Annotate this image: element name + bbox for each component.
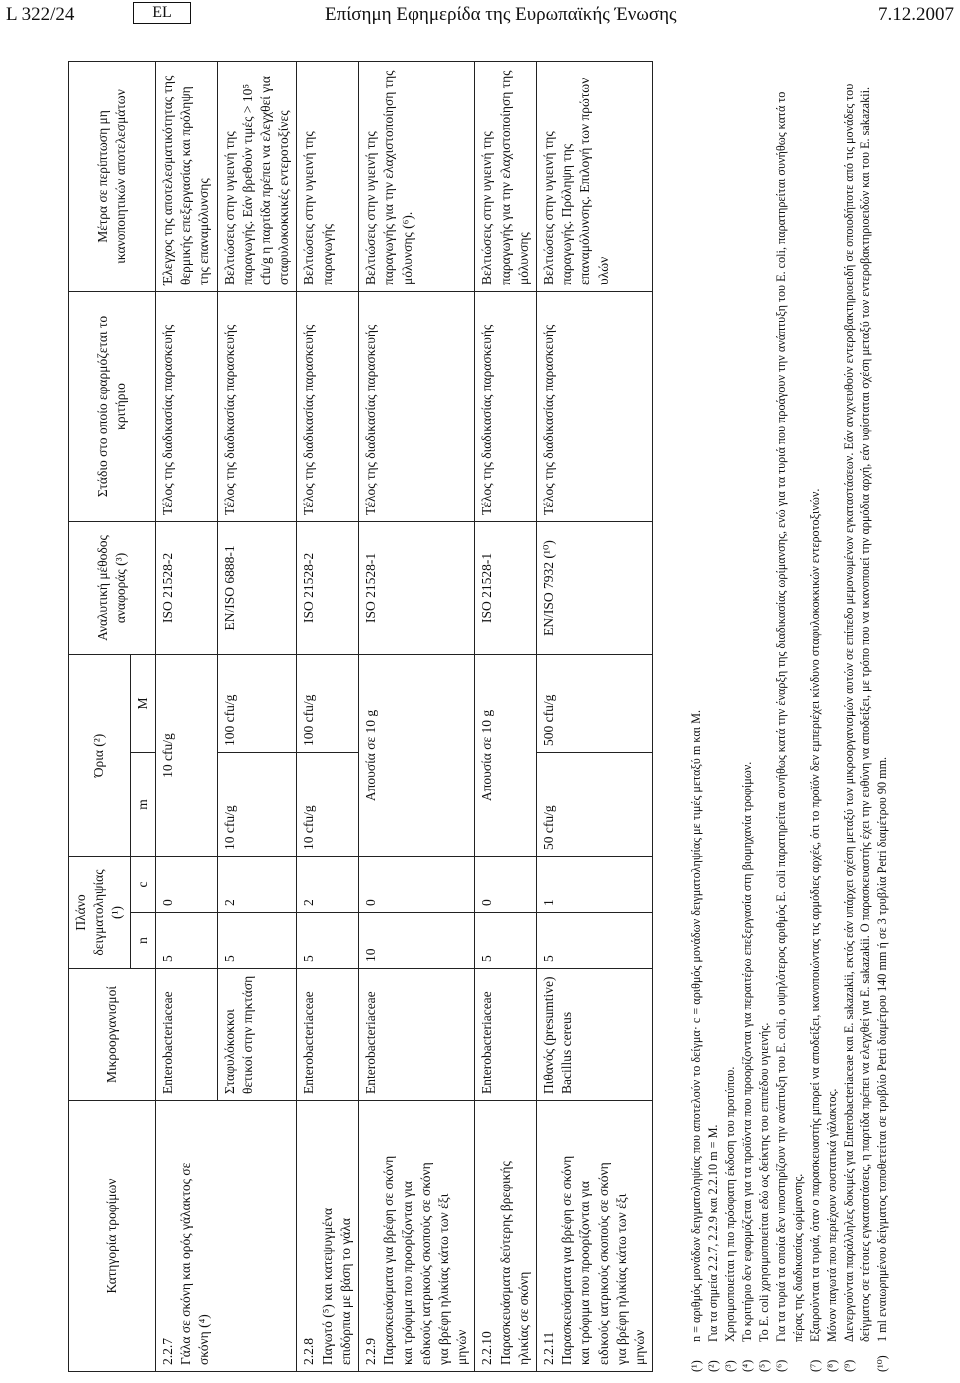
limit-cell: Απουσία σε 10 g	[475, 654, 537, 856]
footnote	[688, 62, 704, 1372]
M-cell: 100 cfu/g	[217, 654, 297, 752]
footnote-number: (²)	[706, 1360, 721, 1372]
page-number: L 322/24	[6, 4, 75, 25]
stage-cell: Τέλος της διαδικασίας παρασκευής	[297, 291, 359, 521]
method-cell: EN/ISO 7932 (¹⁰)	[537, 521, 653, 654]
m-cell: 50 cfu/g	[537, 753, 653, 857]
micro-cell: Πιθανός (presumtive) Bacillus cereus	[537, 969, 653, 1101]
n-cell: 5	[475, 913, 537, 969]
footnote-text: n = αριθμός μονάδων δειγματοληψίας που αποτελούν το δείγμα· c = αριθμός μονάδων δειγματοληψίας με τιμές μεταξύ m και M.	[689, 709, 703, 1342]
publication-date: 7.12.2007	[878, 4, 954, 25]
footnotes	[688, 62, 891, 1372]
M-cell: 100 cfu/g	[297, 654, 359, 752]
stage-cell: Τέλος της διαδικασίας παρασκευής	[359, 291, 475, 521]
action-cell: Έλεγχος της αποτελεσματικότητας της θερμικής επεξεργασίας και πρόληψη της επαναμόλυνσης	[155, 61, 217, 291]
footnote-text: Διενεργούνται παράλληλες δοκιμές για Enterobacteriaceae και E. sakazakii, εκτός εάν υπάρχει σχέση μεταξύ των μικροοργανισμών αυτών σε επίπεδο μεμονωμένων εγκαταστάσεων. Εάν ανιχνευθούν εντεροβακτηριοειδή σε οποιοδήποτε από τις μονάδες του δείγματος σε τέτοιες εγκαταστάσεις, η παρτίδα πρέπει να ελεγχθεί για E. sakazakii. Ο παρασκευαστής έχει την ευθύνη να αποδείξει, με τρόπο που να ικανοποιεί την αρμόδια αρχή, εάν υφίσταται σχέση μεταξύ των εντεροβακτηριοειδών και του E. sakazakii.	[841, 83, 872, 1342]
footnote-number: (³)	[723, 1360, 738, 1372]
table-row	[359, 61, 475, 1371]
stage-cell: Τέλος της διαδικασίας παρασκευής	[537, 291, 653, 521]
category-cell	[537, 1101, 653, 1372]
journal-title: Επίσημη Εφημερίδα της Ευρωπαϊκής Ένωσης	[325, 4, 677, 25]
micro-cell: Enterobacteriaceae	[475, 969, 537, 1101]
footnote-text: Για τα σημεία 2.2.7, 2.2.9 και 2.2.10 m = M.	[706, 1124, 721, 1342]
table-row	[155, 61, 217, 1371]
row-number: 2.2.10	[479, 1331, 495, 1365]
header-method: Αναλυτική μέθοδος αναφοράς (³)	[69, 521, 156, 654]
table-row	[297, 61, 359, 1371]
stage-cell: Τέλος της διαδικασίας παρασκευής	[155, 291, 217, 521]
footnote-text: 1 ml εναιωρημένου δείγματος τοποθετείται σε τρυβλίο Petri διαμέτρου 140 mm ή σε 3 τρυβλία Petri διαμέτρου 90 mm.	[875, 756, 890, 1342]
footnote	[807, 62, 823, 1372]
footnote-text: Εξαιρούνται τα τυριά, όταν ο παρασκευαστής μπορεί να αποδείξει, ικανοποιώντας τις αρμόδιες αρχές, ότι το προϊόν δεν εμπεριέχει κίνδυνο σταφυλοκοκκικών εντεροτοξινών.	[807, 488, 822, 1342]
method-cell: ISO 21528-2	[297, 521, 359, 654]
table-row	[537, 61, 653, 1371]
c-cell: 2	[297, 857, 359, 913]
c-cell: 1	[537, 857, 653, 913]
footnote-number: (⁶)	[774, 1359, 789, 1372]
footnote	[739, 62, 755, 1372]
c-cell: 0	[359, 857, 475, 913]
category-cell	[475, 1101, 537, 1372]
footnote	[756, 62, 772, 1372]
category-cell	[155, 1101, 297, 1372]
footnote-number: (⁵)	[757, 1359, 772, 1372]
n-cell: 5	[537, 913, 653, 969]
footnote	[722, 62, 738, 1372]
footnote-number: (⁹)	[841, 1359, 856, 1372]
footnote-number: (⁴)	[740, 1359, 755, 1372]
header-limits: Όρια (²)	[69, 654, 131, 856]
header-M: M	[130, 654, 155, 752]
rotated-page	[68, 62, 948, 1372]
header-n: n	[130, 913, 155, 969]
row-number: 2.2.8	[301, 1338, 317, 1365]
M-cell: 500 cfu/g	[537, 654, 653, 752]
micro-cell: Σταφυλόκοκκοι θετικοί στην πηκτάση	[217, 969, 297, 1101]
action-cell: Βελτιώσεις στην υγιεινή της παραγωγής για την ελαχιστοποίηση της μόλυνσης	[475, 61, 537, 291]
category-cell	[359, 1101, 475, 1372]
action-cell: Βελτιώσεις στην υγιεινή της παραγωγής. Πρόληψη της επαναμόλυνσης. Επιλογή των πρώτων υλών	[537, 61, 653, 291]
method-cell: ISO 21528-1	[475, 521, 537, 654]
table-row	[475, 61, 537, 1371]
footnote-number: (¹⁰)	[875, 1355, 890, 1372]
category-text: Παρασκευάσματα για βρέφη σε σκόνη και τρόφιμα που προορίζονται για ειδικούς ιατρικούς σκοπούς σε σκόνη για βρέφη ηλικίας κάτω των έξι μηνών	[559, 1155, 648, 1365]
language-badge: EL	[133, 2, 191, 24]
page-header	[0, 0, 960, 34]
method-cell: ISO 21528-2	[155, 521, 217, 654]
category-text: Παρασκευάσματα δεύτερης βρεφικής ηλικίας σε σκόνη	[497, 1161, 531, 1365]
m-cell: 10 cfu/g	[217, 753, 297, 857]
row-number: 2.2.11	[541, 1331, 557, 1365]
footnote	[824, 62, 840, 1372]
footnote-text: Το κριτήριο δεν εφαρμόζεται για τα προϊόντα που προορίζονται για περαιτέρω επεξεργασία στη βιομηχανία τροφίμων.	[740, 761, 755, 1342]
category-text: Παγωτό (⁵) και κατεψυγμένα επιδόρπια με βάση το γάλα	[319, 1207, 353, 1365]
footnote-text: Χρησιμοποιείται η πιο πρόσφατη έκδοση του προτύπου.	[723, 1066, 738, 1342]
category-cell	[297, 1101, 359, 1372]
row-number: 2.2.7	[159, 1338, 175, 1365]
n-cell: 5	[217, 913, 297, 969]
micro-cell: Enterobacteriaceae	[297, 969, 359, 1101]
header-c: c	[130, 857, 155, 913]
action-cell: Βελτιώσεις στην υγιεινή της παραγωγής για την ελαχιστοποίηση της μόλυνσης (⁶).	[359, 61, 475, 291]
n-cell: 5	[297, 913, 359, 969]
footnote-number: (⁸)	[824, 1359, 839, 1372]
n-cell: 5	[155, 913, 217, 969]
micro-cell: Enterobacteriaceae	[359, 969, 475, 1101]
header-action: Μέτρα σε περίπτωση μη ικανοποιητικών αποτελεσμάτων	[69, 61, 156, 291]
limit-cell: Απουσία σε 10 g	[359, 654, 475, 856]
n-cell: 10	[359, 913, 475, 969]
footnote-text: Το E. coli χρησιμοποιείται εδώ ως δείκτης του επιπέδου υγιεινής.	[757, 1022, 772, 1342]
header-stage: Στάδιο στο οποίο εφαρμόζεται το κριτήριο	[69, 291, 156, 521]
limit-cell: 10 cfu/g	[155, 654, 217, 856]
header-m: m	[130, 753, 155, 857]
c-cell: 2	[217, 857, 297, 913]
criteria-table	[68, 61, 653, 1372]
header-plan: Πλάνο δειγματοληψίας (¹)	[69, 857, 131, 969]
footnote	[874, 62, 890, 1372]
micro-cell: Enterobacteriaceae	[155, 969, 217, 1101]
footnote	[773, 62, 805, 1372]
footnote	[841, 62, 873, 1372]
row-number: 2.2.9	[363, 1338, 379, 1365]
category-text: Γάλα σε σκόνη και ορός γάλακτος σε σκόνη (⁴)	[178, 1162, 212, 1365]
c-cell: 0	[475, 857, 537, 913]
footnote-text: Μόνον παγωτά που περιέχουν συστατικά γάλακτος.	[824, 1088, 839, 1342]
m-cell: 10 cfu/g	[297, 753, 359, 857]
method-cell: ISO 21528-1	[359, 521, 475, 654]
header-category: Κατηγορία τροφίμων	[69, 1101, 156, 1372]
method-cell: EN/ISO 6888-1	[217, 521, 297, 654]
action-cell: Βελτιώσεις στην υγιεινή της παραγωγής. Εάν βρεθούν τιμές > 10⁵ cfu/g η παρτίδα πρέπει να ελεγχθεί για σταφυλοκοκκικές εντεροτοξίνες	[217, 61, 297, 291]
footnote	[705, 62, 721, 1372]
stage-cell: Τέλος της διαδικασίας παρασκευής	[217, 291, 297, 521]
footnote-number: (⁷)	[807, 1359, 822, 1372]
header-micro: Μικροοργανισμοί	[69, 969, 156, 1101]
footnote-text: Για τα τυριά τα οποία δεν υποστηρίζουν την ανάπτυξη του E. coli, ο υψηλότερος αριθμός E. coli παρατηρείται συνήθως κατά την έναρξη της διαδικασίας ωρίμανσης, ενώ για τα τυριά που προάγουν την ανάπτυξη του E. coli, παρατηρείται συνήθως κατά το πέρας της διαδικασίας ωρίμανσης.	[774, 91, 805, 1342]
stage-cell: Τέλος της διαδικασίας παρασκευής	[475, 291, 537, 521]
action-cell: Βελτιώσεις στην υγιεινή της παραγωγής	[297, 61, 359, 291]
c-cell: 0	[155, 857, 217, 913]
footnote-number: (¹)	[689, 1360, 703, 1372]
category-text: Παρασκευάσματα για βρέφη σε σκόνη και τρόφιμα που προορίζονται για ειδικούς ιατρικούς σκοπούς σε σκόνη για βρέφη ηλικίας κάτω των έξι μηνών	[381, 1155, 470, 1365]
